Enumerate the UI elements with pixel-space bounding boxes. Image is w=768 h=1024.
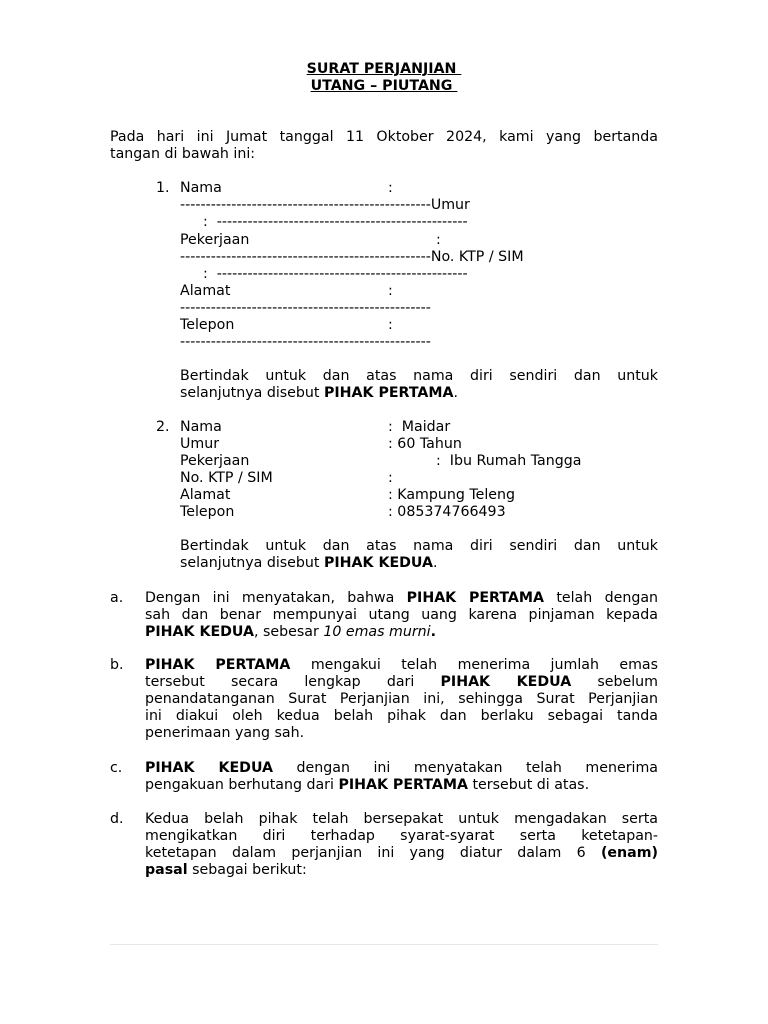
clause-a-line-2: sah dan benar mempunyai utang uang karena pinjaman kepada	[145, 607, 658, 623]
party2-alamat-label: Alamat	[180, 487, 231, 503]
clause-d-marker: d.	[110, 811, 124, 827]
party2-telepon-label: Telepon	[180, 504, 235, 520]
clause-b-marker: b.	[110, 657, 124, 673]
party2-telepon-value: : 085374766493	[388, 504, 506, 520]
clause-b-line-4: ini diakui oleh kedua belah pihak dan berlaku sebagai tanda	[145, 708, 658, 724]
clause-b-line-5: penerimaan yang sah.	[145, 725, 305, 741]
party2-umur-label: Umur	[180, 436, 220, 452]
intro-line-2: tangan di bawah ini:	[110, 146, 256, 162]
document-title-line1: SURAT PERJANJIAN	[306, 61, 462, 77]
clause-c-line-2: pengakuan berhutang dari PIHAK PERTAMA tersebut di atas.	[145, 777, 590, 793]
pihak-pertama-term: PIHAK PERTAMA	[323, 385, 454, 401]
party1-number: 1.	[156, 180, 170, 196]
party2-ktp-label: No. KTP / SIM	[180, 470, 273, 486]
party1-acting-line-1: Bertindak untuk dan atas nama diri sendiri dan untuk	[180, 368, 658, 384]
loan-amount: 10 emas murni	[323, 624, 431, 640]
clause-d-line-2: mengikatkan diri terhadap syarat-syarat serta ketetapan-	[145, 828, 658, 844]
party1-alamat-dash: -------------------------------------------------	[180, 300, 431, 316]
intro-line-1: Pada hari ini Jumat tanggal 11 Oktober 2024, kami yang bertanda	[110, 129, 658, 145]
party1-alamat-label: Alamat	[180, 283, 231, 299]
clause-d-line-1: Kedua belah pihak telah bersepakat untuk mengadakan serta	[145, 811, 658, 827]
party2-nama-label: Nama	[180, 419, 222, 435]
clause-d-line-4: pasal sebagai berikut:	[145, 862, 307, 878]
party2-number: 2.	[156, 419, 170, 435]
party1-umur-colon-dash: : -------------------------------------------------	[203, 214, 468, 230]
clause-d-line-3: ketetapan dalam perjanjian ini yang diatur dalam 6 (enam)	[145, 845, 658, 861]
clause-b-line-1: PIHAK PERTAMA mengakui telah menerima jumlah emas	[145, 657, 659, 673]
party2-alamat-value: : Kampung Teleng	[388, 487, 516, 503]
party2-umur-value: : 60 Tahun	[388, 436, 462, 452]
party1-telepon-dash: -------------------------------------------------	[180, 334, 431, 350]
party1-nama-label: Nama	[180, 180, 222, 196]
clause-a-line-3: PIHAK KEDUA, sebesar 10 emas murni.	[145, 624, 436, 640]
party1-dash-umur: -------------------------------------------------Umur	[180, 197, 470, 213]
clause-c-line-1: PIHAK KEDUA dengan ini menyatakan telah menerima	[145, 760, 658, 776]
party2-pekerjaan-value: : Ibu Rumah Tangga	[436, 453, 582, 469]
party2-acting-line-2: selanjutnya disebut PIHAK KEDUA.	[180, 555, 438, 571]
pihak-kedua-term: PIHAK KEDUA	[323, 555, 433, 571]
clause-b-line-2: tersebut secara lengkap dari PIHAK KEDUA sebelum	[145, 674, 658, 690]
party1-pekerjaan-colon: :	[436, 232, 441, 248]
clause-b-line-3: penandatanganan Surat Perjanjian ini, sehingga Surat Perjanjian	[145, 691, 658, 707]
party1-dash-ktp: -------------------------------------------------No. KTP / SIM	[180, 249, 524, 265]
footer-divider	[110, 944, 658, 945]
party1-telepon-colon: :	[388, 317, 393, 333]
party1-ktp-colon-dash: : -------------------------------------------------	[203, 266, 468, 282]
party1-nama-colon: :	[388, 180, 393, 196]
party1-telepon-label: Telepon	[180, 317, 235, 333]
clause-c-marker: c.	[110, 760, 123, 776]
party1-alamat-colon: :	[388, 283, 393, 299]
party2-ktp-value: :	[388, 470, 393, 486]
party2-acting-line-1: Bertindak untuk dan atas nama diri sendiri dan untuk	[180, 538, 658, 554]
clause-a-marker: a.	[110, 590, 124, 606]
party1-acting-line-2: selanjutnya disebut PIHAK PERTAMA.	[180, 385, 458, 401]
clause-a-line-1: Dengan ini menyatakan, bahwa PIHAK PERTAMA telah dengan	[145, 590, 659, 606]
party2-pekerjaan-label: Pekerjaan	[180, 453, 250, 469]
document-title-line2: UTANG – PIUTANG	[310, 78, 458, 94]
party1-pekerjaan-label: Pekerjaan	[180, 232, 250, 248]
party2-nama-value: : Maidar	[388, 419, 451, 435]
